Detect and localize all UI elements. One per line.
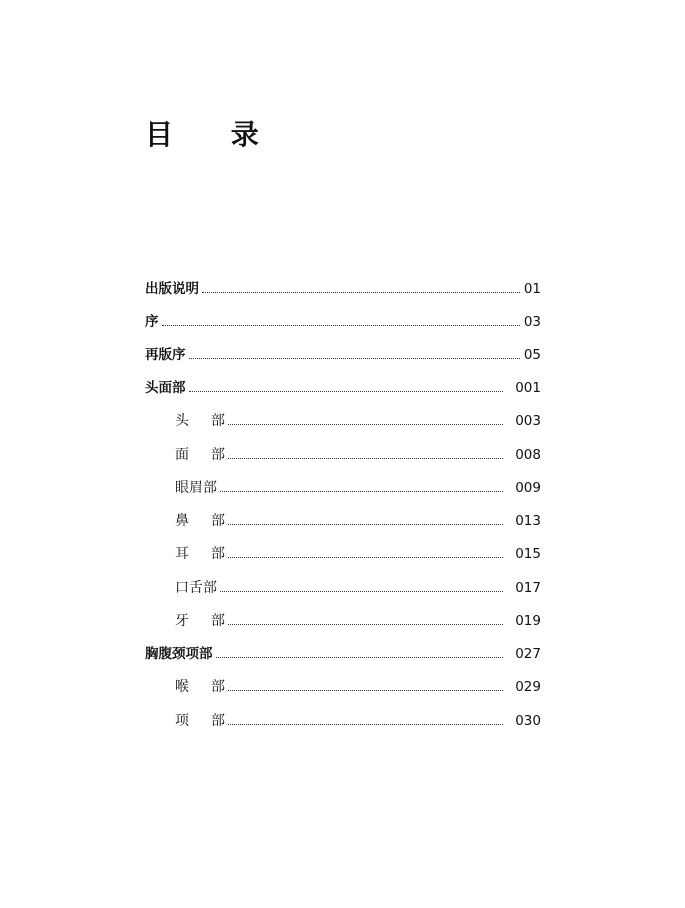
toc-entry-page: 009 — [515, 480, 541, 496]
toc-entry[interactable] — [175, 511, 541, 531]
dot-leader — [228, 424, 503, 425]
toc-entry-label: 序 — [145, 314, 159, 330]
dot-leader — [228, 458, 503, 459]
toc-entry[interactable] — [175, 677, 541, 697]
toc-entry[interactable] — [175, 478, 541, 498]
toc-entry[interactable] — [175, 445, 541, 465]
toc-entry[interactable] — [175, 578, 541, 598]
toc-entry[interactable] — [175, 411, 541, 431]
toc-entry-page: 03 — [523, 314, 541, 330]
dot-leader — [189, 358, 520, 359]
toc-entry-label: 项部 — [175, 713, 247, 729]
toc-entry[interactable] — [175, 611, 541, 631]
toc-entry-page: 029 — [515, 679, 541, 695]
dot-leader — [220, 591, 503, 592]
toc-entry-page: 013 — [515, 513, 541, 529]
toc-entry-label: 耳部 — [175, 546, 247, 562]
toc-entry-label: 鼻部 — [175, 513, 247, 529]
toc-entry[interactable] — [145, 312, 541, 332]
toc-entry[interactable] — [145, 345, 541, 365]
toc-entry-label: 头面部 — [145, 380, 186, 396]
dot-leader — [162, 325, 520, 326]
dot-leader — [228, 524, 503, 525]
toc-entry-page: 008 — [515, 447, 541, 463]
toc-entry-label: 再版序 — [145, 347, 186, 363]
dot-leader — [228, 690, 503, 691]
dot-leader — [189, 391, 504, 392]
toc-entry-page: 019 — [515, 613, 541, 629]
dot-leader — [228, 557, 503, 558]
toc-entry-page: 003 — [515, 413, 541, 429]
toc-entry-label: 出版说明 — [145, 281, 199, 297]
toc-entry[interactable] — [175, 711, 541, 731]
toc-entry-page: 01 — [523, 281, 541, 297]
toc-entry-label: 牙部 — [175, 613, 247, 629]
toc-entry-page: 05 — [523, 347, 541, 363]
toc-entry-label: 喉部 — [175, 679, 247, 695]
toc-entry-page: 001 — [515, 380, 541, 396]
dot-leader — [220, 491, 503, 492]
toc-entry-label: 胸腹颈项部 — [145, 646, 213, 662]
dot-leader — [228, 624, 503, 625]
toc-entry[interactable] — [145, 279, 541, 299]
toc-entry-page: 027 — [515, 646, 541, 662]
toc-entry[interactable] — [145, 644, 541, 664]
page-title: 目 录 — [145, 118, 283, 151]
toc-entry-label: 眼眉部 — [175, 480, 217, 496]
dot-leader — [228, 724, 503, 725]
toc-entry-label: 面部 — [175, 447, 247, 463]
dot-leader — [216, 657, 504, 658]
toc-entry-page: 030 — [515, 713, 541, 729]
toc-entry-label: 口舌部 — [175, 580, 217, 596]
toc-entry-page: 015 — [515, 546, 541, 562]
toc-entry-label: 头部 — [175, 413, 247, 429]
toc-entry[interactable] — [175, 544, 541, 564]
dot-leader — [202, 292, 520, 293]
toc-entry[interactable] — [145, 378, 541, 398]
toc-entry-page: 017 — [515, 580, 541, 596]
